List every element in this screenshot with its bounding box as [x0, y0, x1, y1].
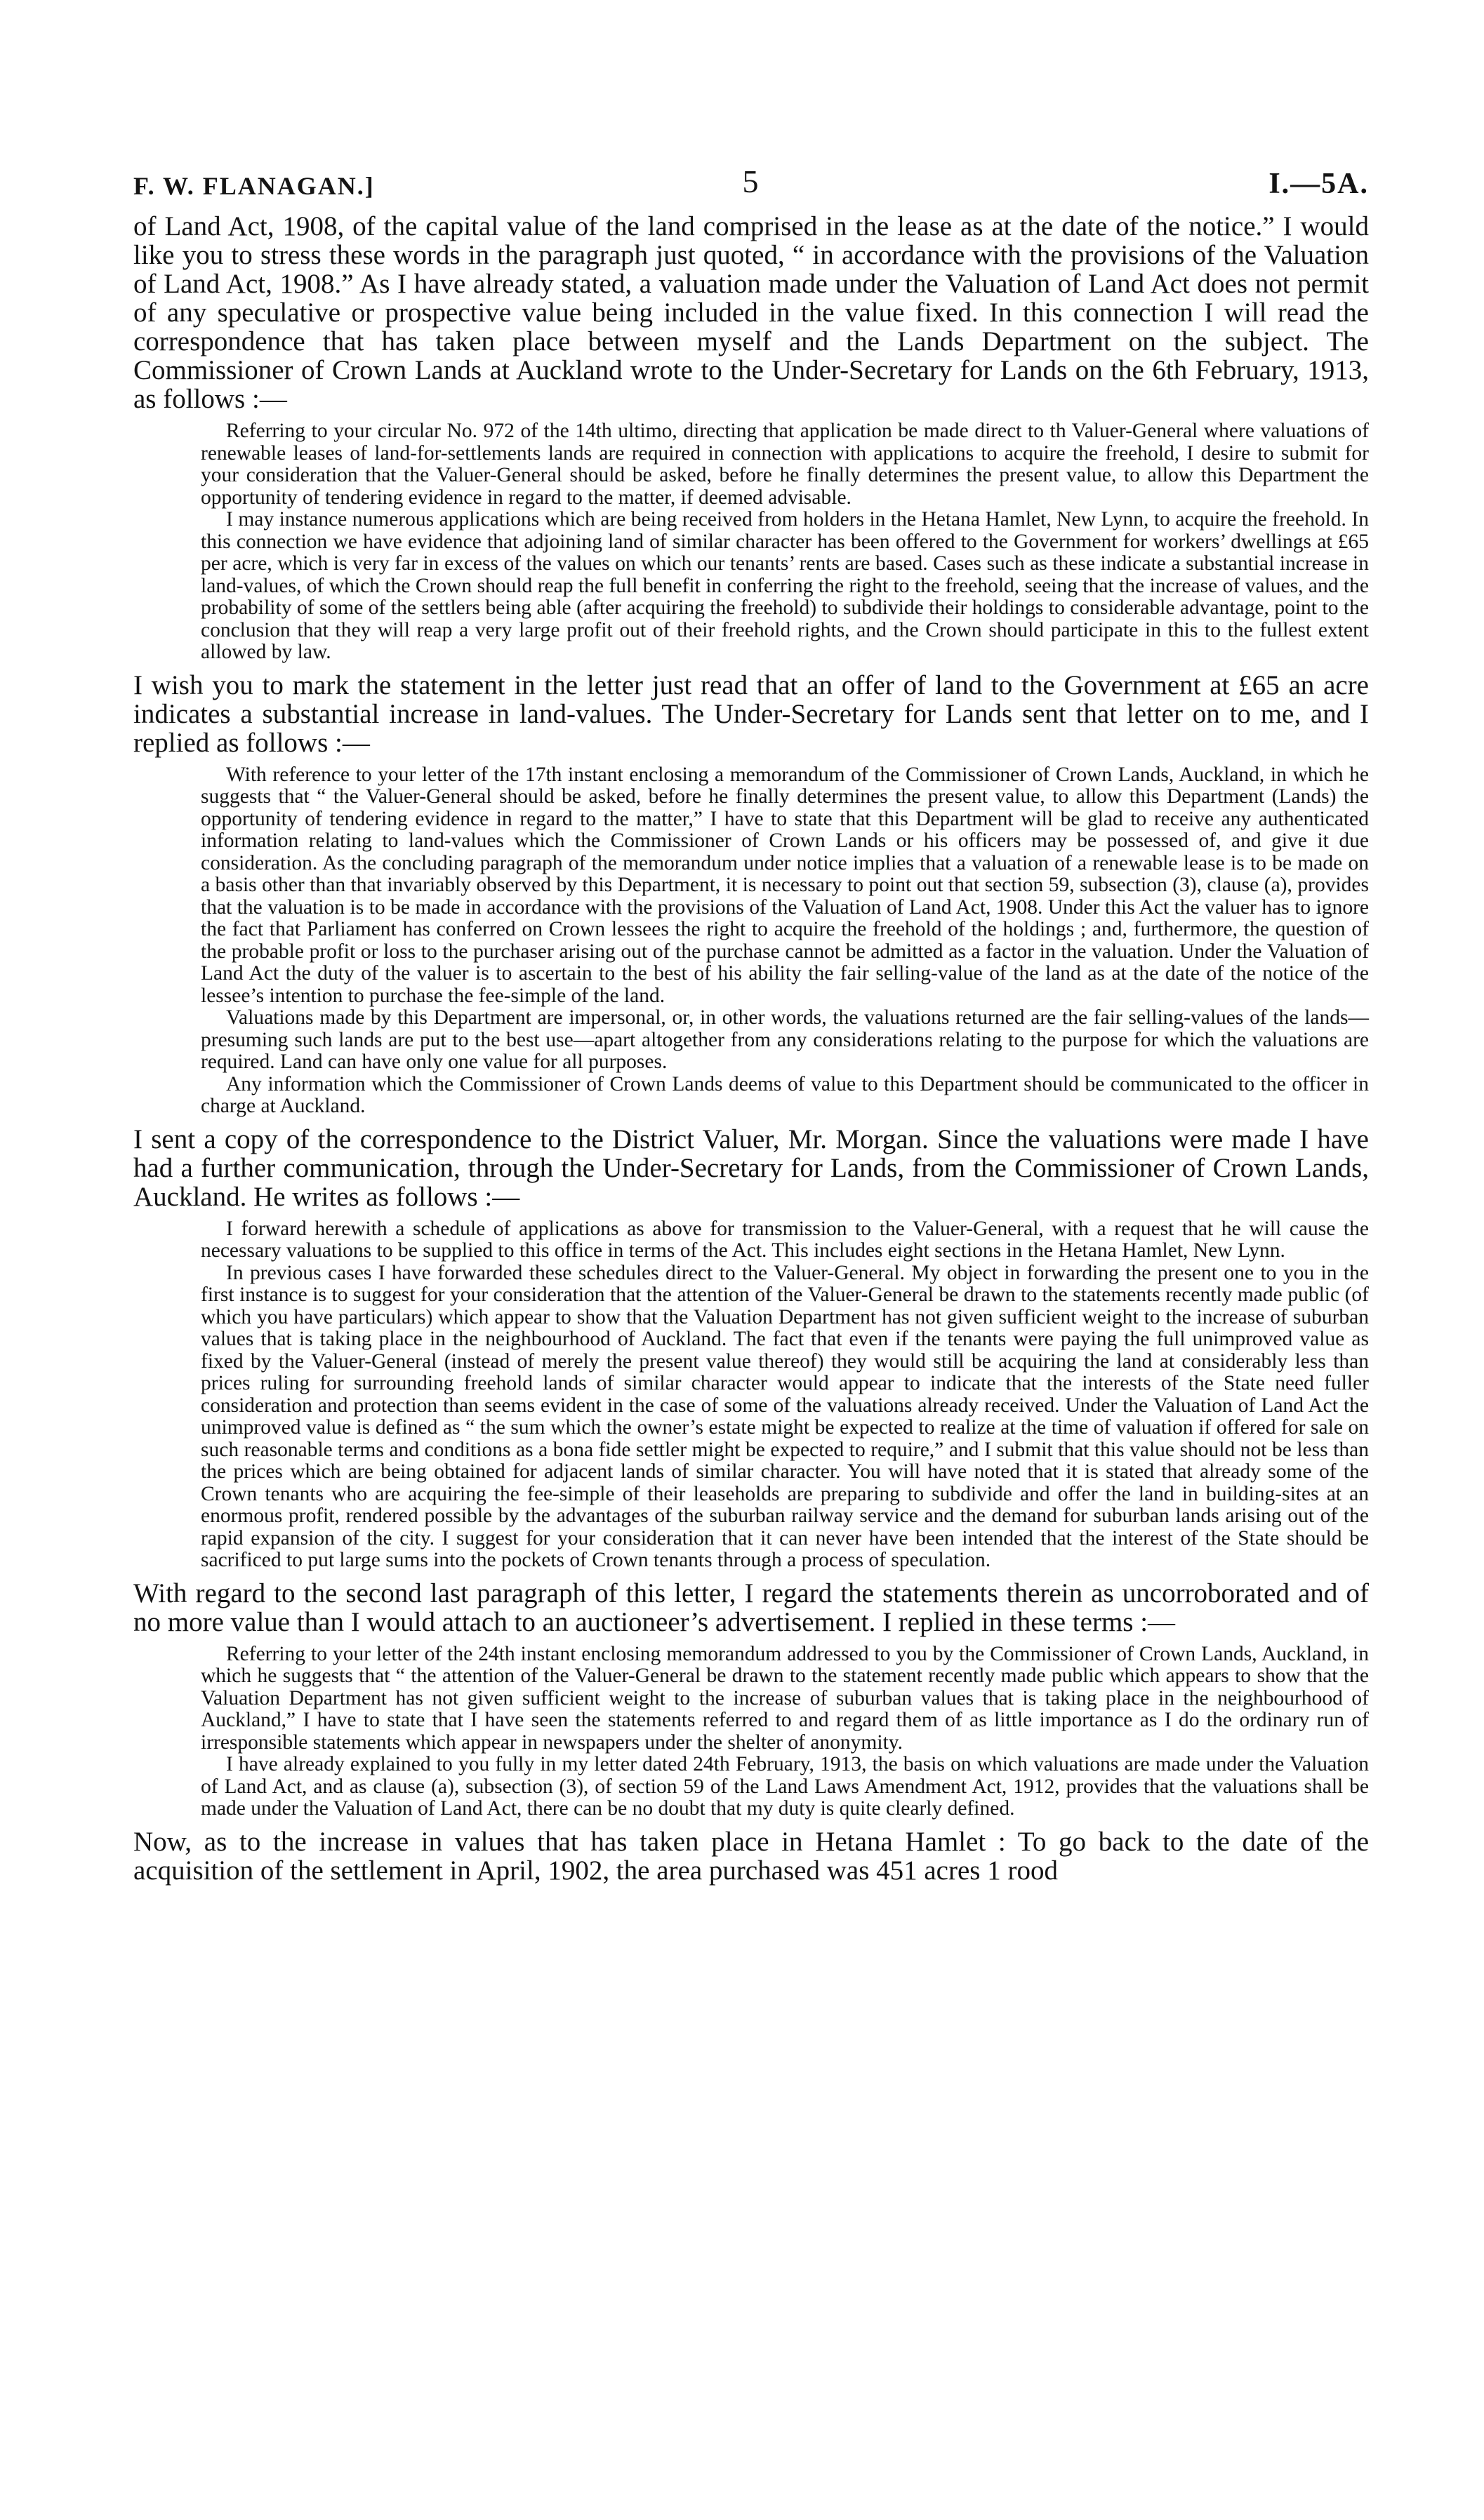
document-reference: I.—5A. [1268, 168, 1369, 200]
page-header [133, 163, 1369, 212]
quote-paragraph: I may instance numerous applications which are being received from holders in the Hetana Hamlet, New Lynn, to acquire the freehold. In this connection we have evidence that adjoining land of similar character has been offered to the Government for workers’ dwellings at £65 per acre, which is very far in excess of the values on which our tenants’ rents are based. Cases such as these indicate a substantial increase in land-values, of which the Crown should reap the full benefit in conferring the right to the freehold, seeing that the increase of values, and the probability of some of the settlers being able (after acquiring the freehold) to subdivide their holdings to considerable advantage, point to the conclusion that they will reap a very large profit out of their freehold rights, and the Crown should participate in this to the fullest extent allowed by law. [201, 508, 1369, 663]
body-paragraph: of Land Act, 1908, of the capital value of the land comprised in the lease as at the date of the notice.” I would like you to stress these words in the paragraph just quoted, “ in accordance with the provisions of the Valuation of Land Act, 1908.” As I have already stated, a valuation made under the Valuation of Land Act does not permit of any speculative or prospective value being included in the value fixed. In this connection I will read the correspondence that has taken place between myself and the Lands Department on the subject. The Commissioner of Crown Lands at Auckland wrote to the Under-Secretary for Lands on the 6th February, 1913, as follows :— [133, 211, 1369, 414]
header-author: F. W. FLANAGAN.] [133, 172, 375, 200]
quote-paragraph: I forward herewith a schedule of applications as above for transmission to the Valuer-General, with a request that he will cause the necessary valuations to be supplied to this office in terms of the Act. This includes eight sections in the Hetana Hamlet, New Lynn. [201, 1217, 1369, 1262]
document-page [133, 163, 1369, 1892]
body-paragraph: With regard to the second last paragraph of this letter, I regard the statements therein as uncorroborated and of no more value than I would attach to an auctioneer’s advertisement. I replied in these terms :— [133, 1578, 1369, 1637]
quote-paragraph: Any information which the Commissioner of Crown Lands deems of value to this Department should be communicated to the officer in charge at Auckland. [201, 1072, 1369, 1117]
quote-paragraph: Referring to your circular No. 972 of the 14th ultimo, directing that application be made direct to th Valuer-General where valuations of renewable leases of land-for-settlements lands are required in connection with applications to acquire the freehold, I desire to submit for your consideration that the Valuer-General should be asked, before he finally determines the present value, to allow this Department the opportunity of tendering evidence in regard to the matter, if deemed advisable. [201, 420, 1369, 509]
quoted-letter [201, 1644, 1369, 1820]
quote-paragraph: I have already explained to you fully in my letter dated 24th February, 1913, the basis on which valuations are made under the Valuation of Land Act, and as clause (a), subsection (3), of section 59 of the Land Laws Amendment Act, 1912, provides that the valuations shall be made under the Valuation of Land Act, there can be no doubt that my duty is quite clearly defined. [201, 1753, 1369, 1820]
quote-paragraph: Valuations made by this Department are impersonal, or, in other words, the valuations returned are the fair selling-values of the lands—presuming such lands are put to the best use—apart altogether from any considerations relating to the purpose for which the valuations are required. Land can have only one value for all purposes. [201, 1006, 1369, 1073]
quoted-letter [201, 764, 1369, 1118]
page-number: 5 [742, 164, 760, 199]
quote-paragraph: Referring to your letter of the 24th instant enclosing memorandum addressed to you by the Commissioner of Crown Lands, Auckland, in which he suggests that “ the attention of the Valuer-General be drawn to the statement recently made public which appears to show that the Valuation Department has not given sufficient weight to the increase of suburban values that is taking place in the neighbourhood of Auckland,” I have to state that I have seen the statements referred to and regard them of as little importance as I do the ordinary run of irresponsible statements which appear in newspapers under the shelter of anonymity. [201, 1642, 1369, 1754]
body-paragraph: I sent a copy of the correspondence to the District Valuer, Mr. Morgan. Since the valuations were made I have had a further communication, through the Under-Secretary for Lands, from the Commissioner of Crown Lands, Auckland. He writes as follows :— [133, 1124, 1369, 1212]
quote-paragraph: In previous cases I have forwarded these schedules direct to the Valuer-General. My object in forwarding the present one to you in the first instance is to suggest for your consideration that the attention of the Valuer-General be drawn to the statements recently made public (of which you have particulars) which appear to show that the Valuation Department has not given sufficient weight to the increase of suburban values that is taking place in the neighbourhood of Auckland. The fact that even if the tenants were paying the full unimproved value as fixed by the Valuer-General (instead of merely the present value thereof) they would still be acquiring the land at considerably less than prices ruling for surrounding freehold lands of similar character would appear to indicate that the interests of the State need fuller consideration and protection than seems evident in the case of some of the valuations already received. Under the Valuation of Land Act the unimproved value is defined as “ the sum which the owner’s estate might be expected to realize at the time of valuation if offered for sale on such reasonable terms and conditions as a bona fide settler might be expected to require,” and I submit that this value should not be less than the prices which are being obtained for adjacent lands of similar character. You will have noted that it is stated that already some of the Crown tenants who are acquiring the fee-simple of their leaseholds are preparing to subdivide and offer the land in building-sites at an enormous profit, rendered possible by the advantages of the suburban railway service and the demand for suburban lands arising out of the rapid expansion of the city. I suggest for your consideration that it can never have been intended that the interest of the State should be sacrificed to put large sums into the pockets of Crown tenants through a process of speculation. [201, 1261, 1369, 1571]
quote-paragraph: With reference to your letter of the 17th instant enclosing a memorandum of the Commissioner of Crown Lands, Auckland, in which he suggests that “ the Valuer-General should be asked, before he finally determines the present value, to allow this Department (Lands) the opportunity of tendering evidence in regard to the matter,” I have to state that this Department will be glad to receive any authenticated information relating to land-values which the Commissioner of Crown Lands or his officers may be possessed of, and give it due consideration. As the concluding paragraph of the memorandum under notice implies that a valuation of a renewable lease is to be made on a basis other than that invariably observed by this Department, it is necessary to point out that section 59, subsection (3), clause (a), provides that the valuation is to be made in accordance with the provisions of the Valuation of Land Act, 1908. Under this Act the valuer has to ignore the fact that Parliament has conferred on Crown lessees the right to acquire the freehold of the holdings ; and, furthermore, the question of the probable profit or loss to the purchaser arising out of the purchase cannot be admitted as a factor in the valuation. Under the Valuation of Land Act the duty of the valuer is to ascertain to the best of his ability the fair selling-value of the land as at the date of the notice of the lessee’s intention to purchase the fee-simple of the land. [201, 763, 1369, 1007]
body-paragraph: Now, as to the increase in values that has taken place in Hetana Hamlet : To go back to the date of the acquisition of the settlement in April, 1902, the area purchased was 451 acres 1 rood [133, 1826, 1369, 1886]
body-paragraph: I wish you to mark the statement in the letter just read that an offer of land to the Government at £65 an acre indicates a substantial increase in land-values. The Under-Secretary for Lands sent that letter on to me, and I replied as follows :— [133, 669, 1369, 758]
quoted-letter [201, 420, 1369, 664]
quoted-letter [201, 1218, 1369, 1572]
